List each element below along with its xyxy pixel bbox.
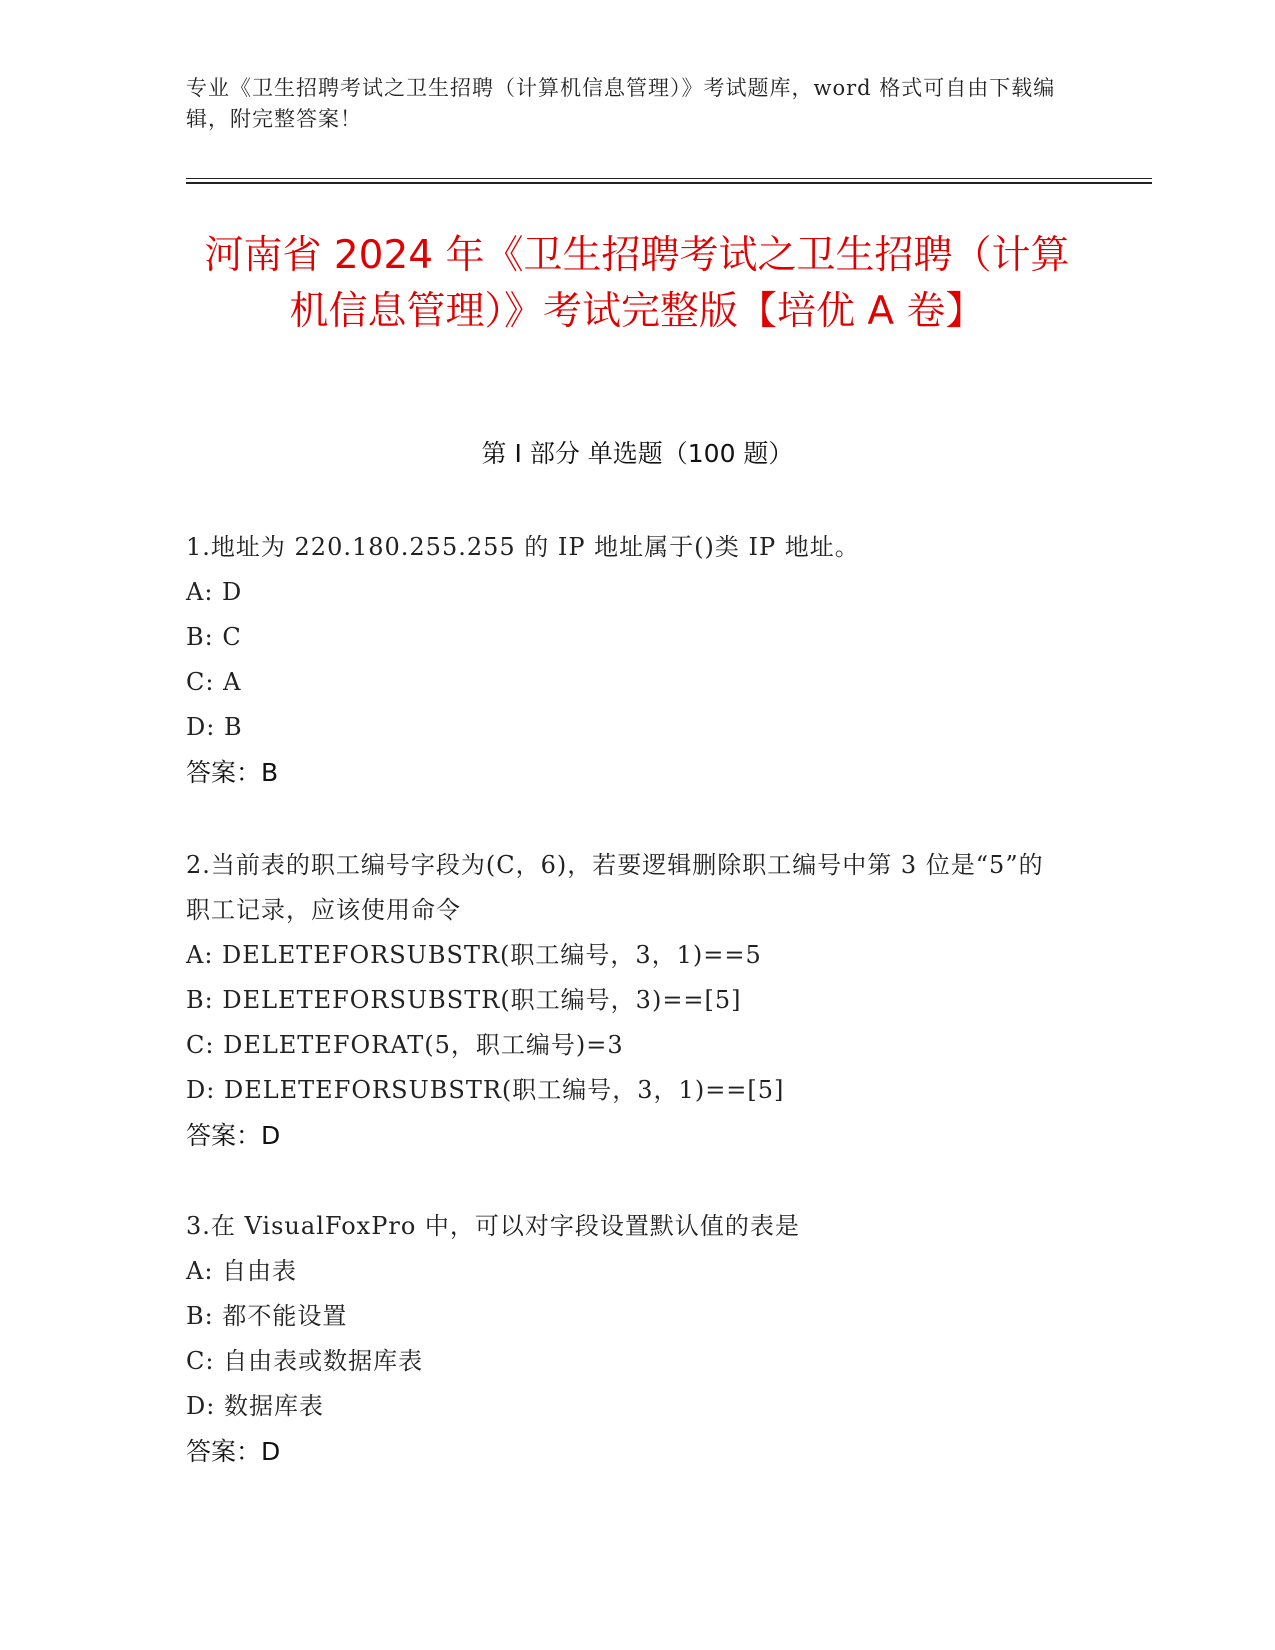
header-divider-bottom <box>186 182 1152 184</box>
document-title: 河南省 2024 年《卫生招聘考试之卫生招聘（计算机信息管理）》考试完整版【培优 A 卷】 <box>204 233 1070 334</box>
question-2 <box>186 843 1066 1158</box>
option-c: C: DELETEFORAT(5，职工编号)=3 <box>186 1031 624 1059</box>
option-b: B: C <box>186 623 242 651</box>
answer-line: 答案：B <box>186 758 279 787</box>
option-a: A: 自由表 <box>186 1257 298 1285</box>
option-b: B: DELETEFORSUBSTR(职工编号，3)==[5] <box>186 986 742 1014</box>
answer-line: 答案：D <box>186 1437 281 1466</box>
section-heading: 第 I 部分 单选题（100 题） <box>481 439 794 468</box>
option-a: A: DELETEFORSUBSTR(职工编号，3，1)==5 <box>186 941 762 969</box>
answer-line: 答案：D <box>186 1121 281 1150</box>
option-d: D: B <box>186 713 243 741</box>
question-1 <box>186 525 1066 795</box>
option-a: A: D <box>186 578 243 606</box>
option-d: D: DELETEFORSUBSTR(职工编号，3，1)==[5] <box>186 1076 785 1104</box>
option-b: B: 都不能设置 <box>186 1302 348 1330</box>
option-c: C: A <box>186 668 242 696</box>
question-3 <box>186 1204 1066 1474</box>
option-d: D: 数据库表 <box>186 1392 324 1420</box>
header-divider-top <box>186 178 1152 179</box>
option-c: C: 自由表或数据库表 <box>186 1347 424 1375</box>
question-stem: 2.当前表的职工编号字段为(C，6)，若要逻辑删除职工编号中第 3 位是“5”的职工记录，应该使用命令 <box>186 851 1044 924</box>
question-stem: 1.地址为 220.180.255.255 的 IP 地址属于()类 IP 地址。 <box>186 533 860 561</box>
question-stem: 3.在 VisualFoxPro 中，可以对字段设置默认值的表是 <box>186 1212 800 1240</box>
header-note: 专业《卫生招聘考试之卫生招聘（计算机信息管理）》考试题库，word 格式可自由下载编辑，附完整答案！ <box>186 76 1056 131</box>
